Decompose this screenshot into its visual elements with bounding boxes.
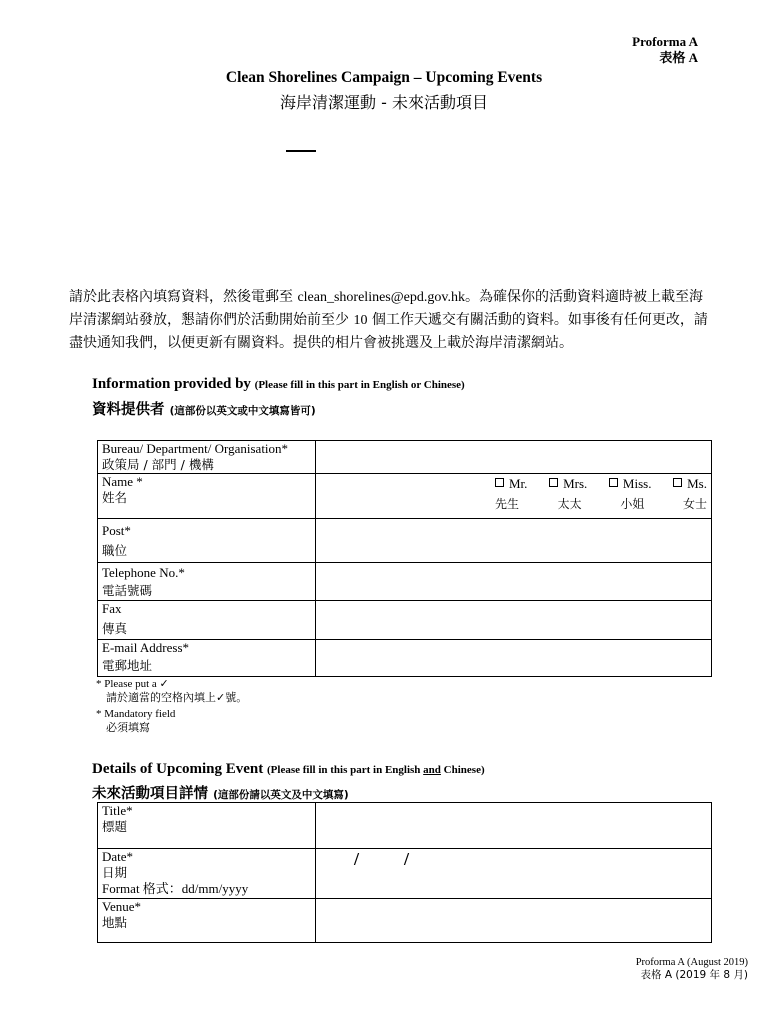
name-field[interactable] [316,474,712,519]
checkbox-icon[interactable] [549,478,558,487]
label-telephone-en: Telephone No.* [102,565,185,580]
label-date-format: Format 格式：dd/mm/yyyy [102,881,249,896]
label-email-en: E-mail Address* [102,640,190,655]
label-name-en: Name * [102,474,143,489]
footer-proforma-en: Proforma A (August 2019) [635,957,748,968]
info-heading-zh-note: (這部份以英文或中文填寫皆可) [169,405,316,417]
title-options [495,476,707,512]
label-telephone-zh: 電話號碼 [102,583,153,598]
info-heading-en [92,376,465,393]
checkbox-icon[interactable] [609,478,618,487]
label-fax [98,601,316,640]
organisation-field[interactable] [316,441,712,474]
option-ms-zh: 女士 [682,497,707,511]
label-post-zh: 職位 [102,543,128,558]
info-table [97,440,712,677]
intro-text-3: 個工作天遞交有關活動的資料。如事後有任何更改，請盡快通知我們，以便更新有關資料。提供的相片會被挑選及上載於海岸清潔網站。 [69,312,708,351]
option-miss[interactable] [609,476,652,492]
note-tick-zh: 請於適當的空格內填上✓號。 [106,691,248,704]
label-title [98,803,316,849]
label-date-en: Date* [102,849,134,864]
info-heading-zh-text: 資料提供者 [92,402,165,418]
divider-mark [286,150,316,152]
title-field[interactable] [316,803,712,849]
note-mandatory-zh: 必須填寫 [106,721,150,734]
intro-text-1: 請於此表格內填寫資料，然後電郵至 [69,289,293,305]
footer-proforma [636,957,748,981]
venue-field[interactable] [316,899,712,943]
event-heading-zh-text: 未來活動項目詳情 [92,786,208,802]
label-email [98,640,316,677]
event-heading-en-text: Details of Upcoming Event [92,761,264,777]
date-separators: / / [354,849,410,869]
intro-text-2: 。為確保你的活動資料適時被上載至海岸清潔網站發放，懇請你們於活動開始前至少 [69,289,703,328]
post-field[interactable] [316,519,712,563]
telephone-field[interactable] [316,563,712,601]
label-venue-en: Venue* [102,899,141,914]
event-note-part-b: Chinese) [443,764,485,776]
label-post [98,519,316,563]
intro-paragraph [69,286,709,354]
label-fax-zh: 傳真 [102,621,128,636]
email-field[interactable] [316,640,712,677]
label-post-en: Post* [102,523,131,538]
proforma-label-en: Proforma A [632,34,698,49]
note-tick-en: * Please put a ✓ [96,678,169,690]
option-miss-zh: 小姐 [620,497,645,511]
label-title-en: Title* [102,803,133,818]
fax-field[interactable] [316,601,712,640]
info-heading-en-note: (Please fill in this part in English or Chinese) [254,379,465,391]
date-field[interactable] [316,849,712,899]
label-date [98,849,316,899]
option-ms-label: Ms. [687,476,707,491]
event-note-and: and [423,764,441,776]
option-miss-label: Miss. [622,476,652,491]
email-link[interactable]: clean_shorelines@epd.gov.hk [297,290,465,305]
label-venue [98,899,316,943]
option-mr-zh: 先生 [495,497,520,511]
info-heading-en-text: Information provided by [92,376,251,392]
event-note-part-a: (Please fill in this part in English [267,764,421,776]
label-telephone [98,563,316,601]
page-title-en: Clean Shorelines Campaign – Upcoming Events [225,69,543,86]
intro-days: 10 [353,313,368,328]
label-fax-en: Fax [102,601,122,616]
event-heading-en [92,761,485,778]
checkbox-icon[interactable] [495,478,504,487]
option-ms[interactable] [673,476,707,492]
option-mrs-label: Mrs. [563,476,588,491]
event-heading-zh [92,782,349,803]
event-table [97,802,712,943]
label-organisation-en: Bureau/ Department/ Organisation* [102,441,289,456]
checkbox-icon[interactable] [673,478,682,487]
option-mr-label: Mr. [509,476,528,491]
option-mr[interactable] [495,476,527,492]
option-mrs-zh: 太太 [557,497,582,511]
note-mandatory-en: * Mandatory field [96,708,176,720]
event-heading-en-note [267,764,485,776]
label-email-zh: 電郵地址 [102,658,153,673]
label-organisation-zh: 政策局 / 部門 / 機構 [102,457,214,472]
proforma-label-zh: 表格 A [659,50,698,65]
label-organisation [98,441,316,474]
label-date-zh: 日期 [102,865,128,880]
page-title-zh: 海岸清潔運動 - 未來活動項目 [280,93,488,112]
footer-proforma-zh: 表格 A (2019 年 8 月) [640,969,748,981]
form-notes [96,677,247,735]
info-heading-zh [92,398,316,419]
proforma-label [632,34,698,66]
label-name [98,474,316,519]
option-mrs[interactable] [549,476,587,492]
label-title-zh: 標題 [102,819,128,834]
label-venue-zh: 地點 [102,915,128,930]
event-heading-zh-note: (這部份請以英文及中文填寫) [213,789,349,801]
label-name-zh: 姓名 [102,490,128,505]
